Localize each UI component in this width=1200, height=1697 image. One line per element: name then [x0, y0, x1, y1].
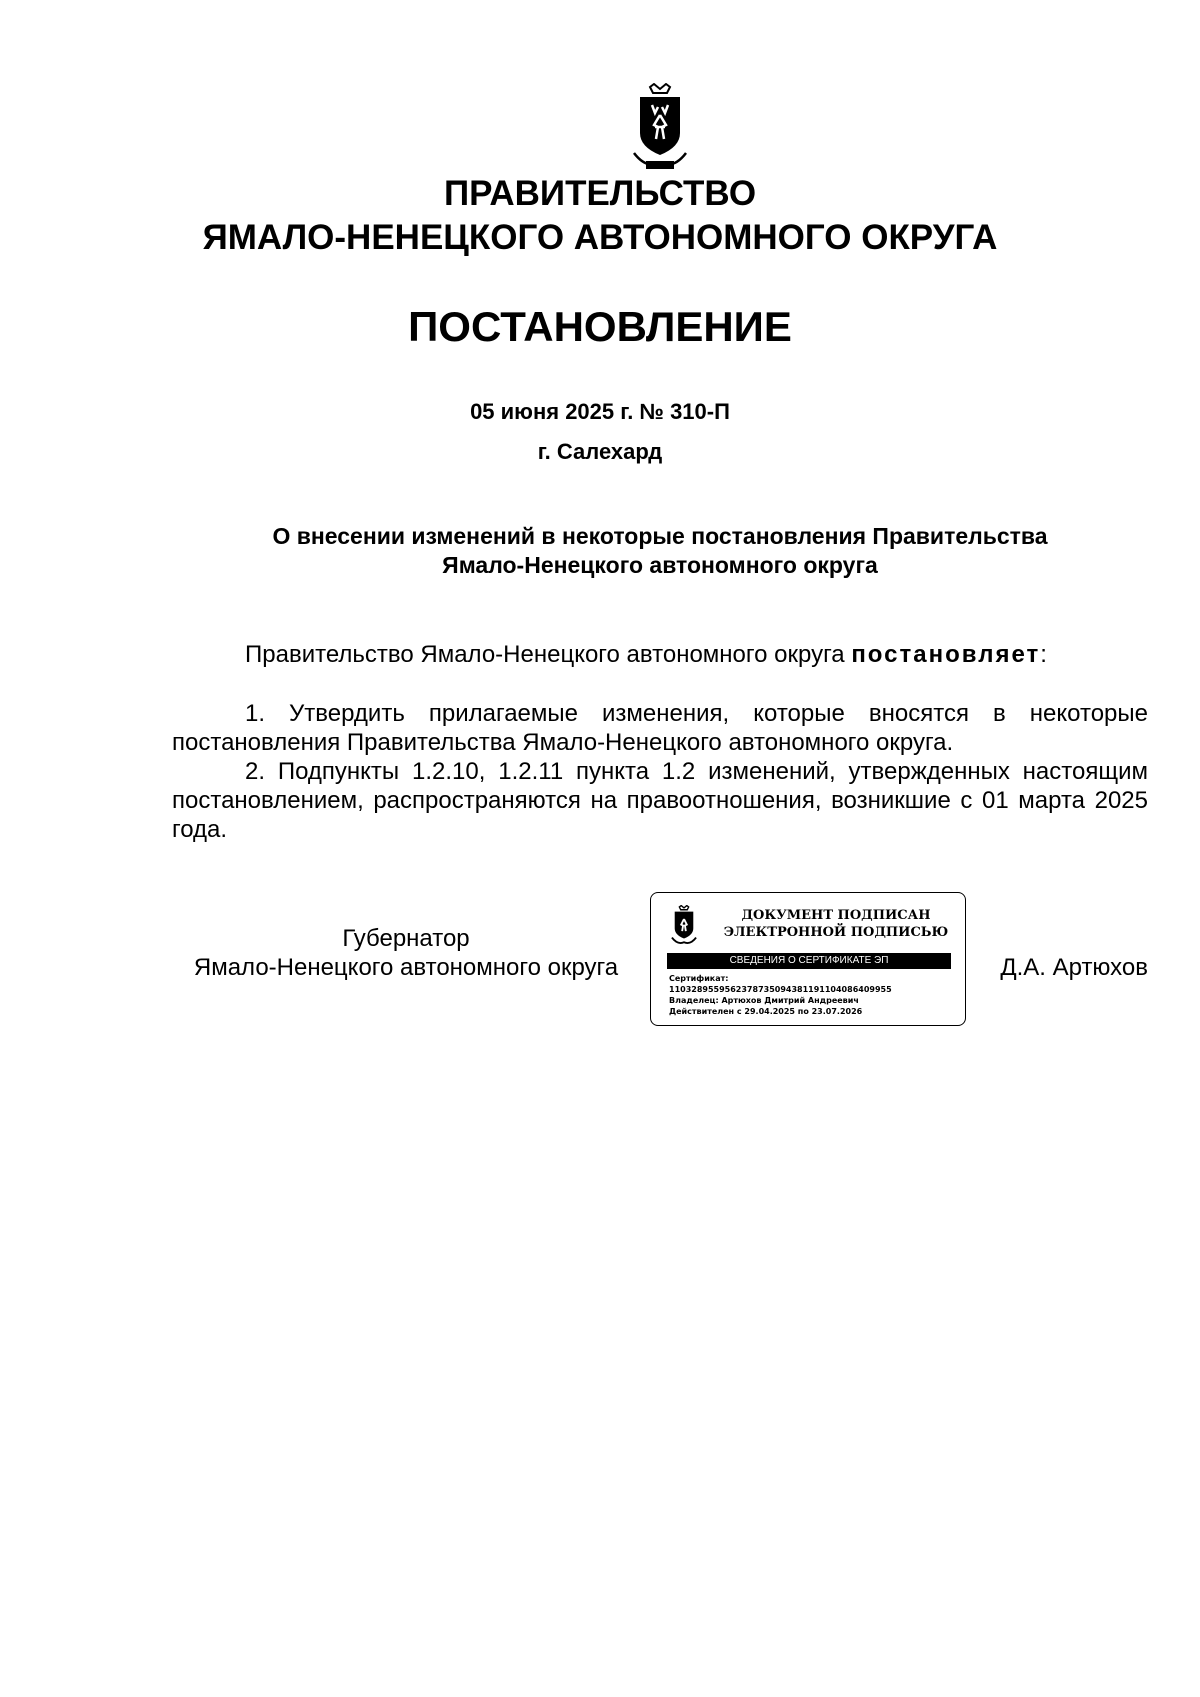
stamp-cert-number: 1103289559562378735094381191104086409955 [669, 985, 892, 994]
document-city: г. Салехард [537, 439, 663, 464]
organization-title [0, 172, 1200, 260]
stamp-title-line2: ЭЛЕКТРОННОЙ ПОДПИСЬЮ [723, 925, 949, 940]
stamp-validity: Действителен с 29.04.2025 по 23.07.2026 [669, 1007, 863, 1016]
signatory-position [172, 924, 640, 982]
intro-text: Правительство Ямало-Ненецкого автономного округа [245, 641, 852, 668]
organization-title-line1: ПРАВИТЕЛЬСТВО [443, 174, 757, 213]
signatory-position-line1: Губернатор [342, 925, 470, 952]
stamp-emblem-icon [671, 905, 697, 947]
intro-end: : [1040, 641, 1047, 668]
signatory-position-line2: Ямало-Ненецкого автономного округа [193, 954, 619, 981]
subject-line2: Ямало-Ненецкого автономного округа [442, 552, 878, 578]
electronic-signature-stamp [650, 892, 966, 1026]
stamp-owner: Владелец: Артюхов Дмитрий Андреевич [669, 996, 859, 1005]
stamp-cert-label: Сертификат: [669, 974, 729, 983]
organization-title-line2: ЯМАЛО-НЕНЕЦКОГО АВТОНОМНОГО ОКРУГА [202, 218, 998, 257]
document-type: ПОСТАНОВЛЕНИЕ [408, 303, 792, 350]
intro-keyword: постановляет [851, 641, 1041, 668]
stamp-certificate-info [669, 973, 892, 1017]
stamp-title [721, 907, 951, 941]
stamp-certificate-bar: СВЕДЕНИЯ О СЕРТИФИКАТЕ ЭП [667, 953, 951, 969]
document-subject [170, 522, 1150, 580]
stamp-title-line1: ДОКУМЕНТ ПОДПИСАН [741, 908, 931, 923]
signatory-name: Д.А. Артюхов [1000, 954, 1148, 981]
paragraph-2: 2. Подпункты 1.2.10, 1.2.11 пункта 1.2 изменений, утвержденных настоящим постановлением, распространяются на правоотношения, возникшие с 01 марта 2025 года. [172, 758, 1148, 843]
subject-line1: О внесении изменений в некоторые постановления Правительства [272, 523, 1048, 549]
yanao-emblem-icon [632, 83, 688, 173]
paragraph-1: 1. Утвердить прилагаемые изменения, которые вносятся в некоторые постановления Правительства Ямало-Ненецкого автономного округа. [172, 700, 1148, 756]
document-date-number: 05 июня 2025 г. № 310-П [470, 399, 730, 424]
intro-paragraph [172, 640, 1148, 669]
